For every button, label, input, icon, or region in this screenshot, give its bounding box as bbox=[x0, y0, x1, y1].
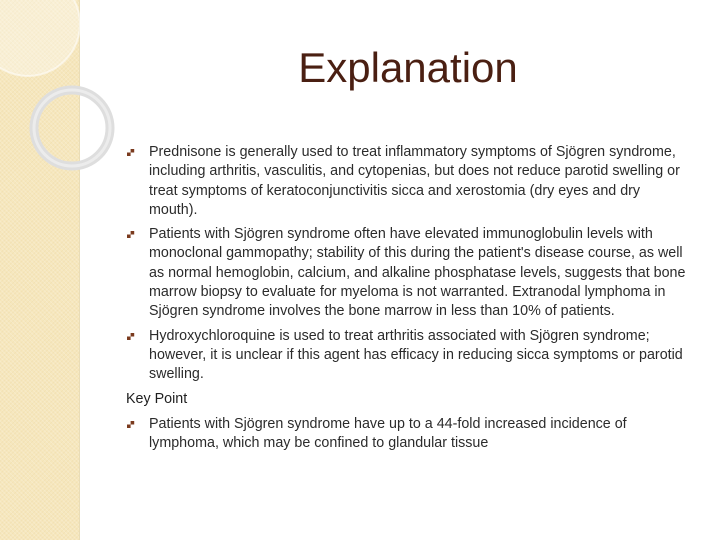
deco-ring-highlight bbox=[34, 90, 110, 166]
bullet-text: Patients with Sjögren syndrome have up to a 44-fold increased incidence of lymphoma, which may be confined to glandular tissue bbox=[149, 415, 627, 451]
key-point-heading: Key Point bbox=[126, 390, 188, 407]
bullet-text: Prednisone is generally used to treat inflammatory symptoms of Sjögren syndrome, including arthritis, vasculitis, and cytopenias, but does not reduce parotid swelling or treat symptoms of keratoconjunctivitis sicca and xerostomia (dry eyes and dry mouth). bbox=[149, 144, 680, 218]
bullet-icon: 🙾 bbox=[127, 328, 135, 343]
bullet-icon: 🙾 bbox=[127, 416, 135, 431]
explanation-bullet-list bbox=[126, 143, 692, 385]
bullet-text: Hydroxychloroquine is used to treat arthritis associated with Sjögren syndrome; however, it is unclear if this agent has efficacy in reducing sicca symptoms or parotid swelling. bbox=[149, 327, 683, 383]
slide-title: Explanation bbox=[298, 44, 518, 91]
slide-content bbox=[126, 143, 692, 458]
list-item bbox=[126, 143, 692, 220]
bullet-icon: 🙾 bbox=[127, 145, 135, 159]
list-item bbox=[126, 225, 692, 321]
deco-circle-large bbox=[0, 0, 80, 76]
list-item bbox=[126, 415, 692, 454]
key-point-bullet-list bbox=[126, 415, 692, 454]
decorative-circles bbox=[0, 0, 140, 180]
bullet-icon: 🙾 bbox=[127, 227, 135, 242]
bullet-text: Patients with Sjögren syndrome often have elevated immunoglobulin levels with monoclonal gammopathy; stability of this during the patient's disease course, as well as normal hemoglobin, calcium, and alkaline phosphatase levels, suggests that bone marrow biopsy to evaluate for myeloma is not warranted. Extranodal lymphoma in Sjögren syndrome involves the bone marrow in less than 10% of patients. bbox=[149, 226, 686, 320]
list-item bbox=[126, 327, 692, 385]
